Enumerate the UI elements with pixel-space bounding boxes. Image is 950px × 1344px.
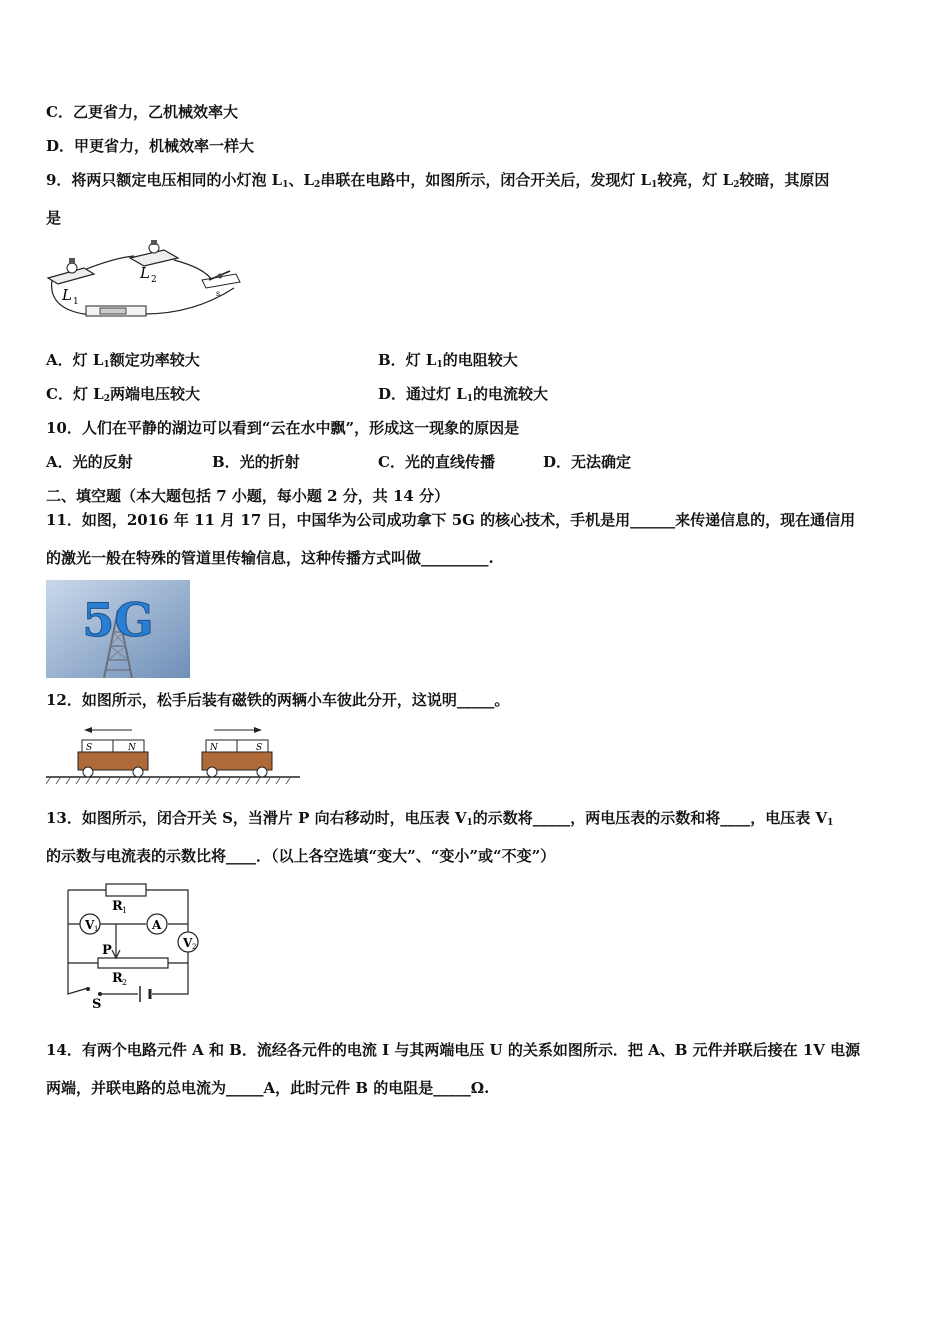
switch-label: s <box>216 289 221 298</box>
svg-text:1: 1 <box>94 925 99 933</box>
svg-text:S: S <box>86 743 93 753</box>
magnet-cars-figure <box>46 722 300 792</box>
5g-image <box>46 580 190 678</box>
svg-text:2: 2 <box>192 943 197 951</box>
svg-text:2: 2 <box>151 275 157 285</box>
q10-option-b: B．光的折射 <box>212 453 300 471</box>
q9-stem-cont: 是 <box>46 209 62 227</box>
section-2-heading: 二、填空题（本大题包括 7 小题，每小题 2 分，共 14 分） <box>46 487 450 505</box>
series-circuit-figure <box>44 238 244 324</box>
switch-s-label: S <box>92 997 102 1012</box>
q9-option-c: C．灯 $L_2$两端电压较大 <box>46 385 200 404</box>
5g-logo: 5G <box>82 593 154 647</box>
v2-meter: V <box>183 936 193 950</box>
q9-option-d: D．通过灯 $L_1$的电流较大 <box>378 385 549 404</box>
q9-option-a: A．灯 $L_1$额定功率较大 <box>46 351 200 370</box>
q8-option-c: C．乙更省力，乙机械效率大 <box>46 103 238 121</box>
svg-text:N: N <box>128 743 136 753</box>
q10-option-d: D．无法确定 <box>543 453 632 471</box>
svg-text:1: 1 <box>73 297 79 307</box>
q14-stem: 14．有两个电路元件 A 和 B．流经各元件的电流 I 与其两端电压 U 的关系如图所示．把 A、B 元件并联后接在 1V 电源 <box>46 1041 861 1059</box>
q12-stem: 12．如图所示，松手后装有磁铁的两辆小车彼此分开，这说明_____。 <box>46 691 510 709</box>
l2-label: L <box>140 264 150 282</box>
svg-text:S: S <box>256 743 263 753</box>
rheostat-circuit-figure <box>60 878 210 1012</box>
v1-meter: V <box>85 918 95 932</box>
l1-label: L <box>62 286 72 304</box>
q10-stem: 10．人们在平静的湖边可以看到“云在水中飘”，形成这一现象的原因是 <box>46 419 520 437</box>
r2-label: R <box>112 971 123 986</box>
svg-text:1: 1 <box>122 906 128 915</box>
q14-stem-cont: 两端，并联电路的总电流为_____A，此时元件 B 的电阻是_____Ω. <box>46 1079 490 1097</box>
q9-option-b: B．灯 $L_1$的电阻较大 <box>378 351 518 370</box>
q10-option-a: A．光的反射 <box>46 453 133 471</box>
q9-stem: 9．将两只额定电压相同的小灯泡 $L_1$、$L_2$串联在电路中，如图所示，闭合开关后，发现灯 $L_1$较亮，灯 $L_2$较暗，其原因 <box>46 171 830 190</box>
svg-text:2: 2 <box>122 978 128 987</box>
q11-stem: 11．如图，2016 年 11 月 17 日，中国华为公司成功拿下 5G 的核心技术，手机是用______来传递信息的，现在通信用 <box>46 511 856 529</box>
q8-option-d: D．甲更省力，机械效率一样大 <box>46 137 255 155</box>
p-label: P <box>102 943 112 958</box>
q11-stem-cont: 的激光一般在特殊的管道里传输信息，这种传播方式叫做_________. <box>46 549 494 567</box>
ammeter: A <box>152 918 162 932</box>
q10-option-c: C．光的直线传播 <box>378 453 495 471</box>
q13-stem-cont: 的示数与电流表的示数比将____．（以上各空选填“变大”、“变小”或“不变”） <box>46 847 556 865</box>
q13-stem: 13．如图所示，闭合开关 S，当滑片 P 向右移动时，电压表 $V_1$的示数将_____，两电压表的示数和将____，电压表 $V_1$ <box>46 809 834 828</box>
svg-text:N: N <box>210 743 218 753</box>
r1-label: R <box>112 899 123 914</box>
